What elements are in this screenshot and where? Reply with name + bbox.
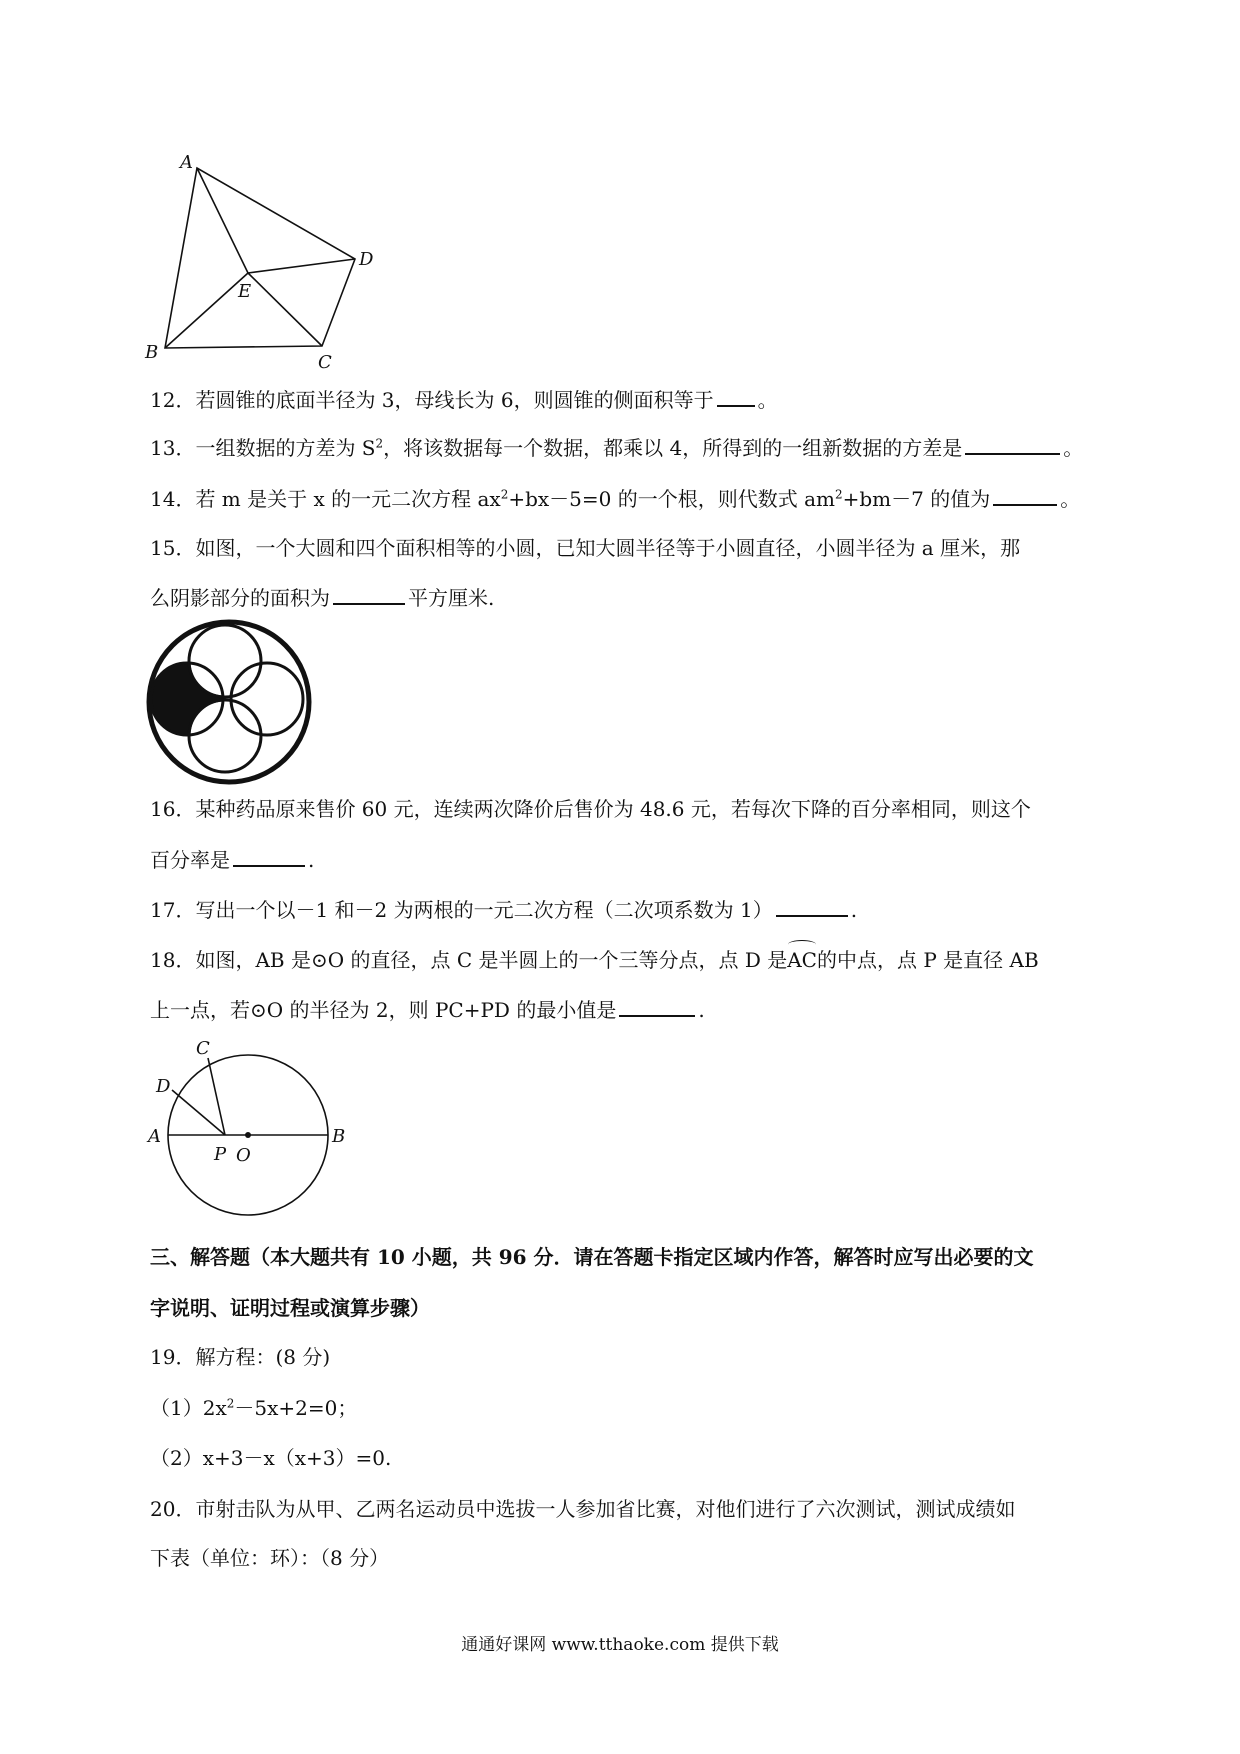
point-label-d: D xyxy=(156,1076,171,1097)
question-14 xyxy=(150,484,1100,514)
answer-blank xyxy=(233,845,305,867)
question-15-line1: 15．如图，一个大圆和四个面积相等的小圆，已知大圆半径等于小圆直径，小圆半径为 a 厘米，那 xyxy=(150,536,1021,560)
section-3-heading-line1: 三、解答题（本大题共有 10 小题，共 96 分．请在答题卡指定区域内作答，解答时应写出必要的文 xyxy=(150,1245,1034,1269)
question-14-text-end: +bm－7 的值为 xyxy=(842,487,991,511)
answer-blank xyxy=(993,484,1057,506)
question-16-line2 xyxy=(150,845,1100,875)
question-12-end: 。 xyxy=(757,388,778,412)
question-14-text-cont: +bx－5=0 的一个根，则代数式 am xyxy=(508,487,835,511)
question-18-line2 xyxy=(150,995,1100,1025)
question-18-text: 上一点，若⊙O 的半径为 2，则 PC+PD 的最小值是 xyxy=(150,998,617,1022)
question-15-text: 么阴影部分的面积为 xyxy=(150,586,330,610)
question-19-title: 19．解方程：(8 分) xyxy=(150,1345,331,1369)
point-label-b: B xyxy=(332,1126,346,1147)
arc-ac: AC xyxy=(787,945,817,975)
question-17-end: . xyxy=(850,898,858,922)
question-20-line2: 下表（单位：环）：（8 分） xyxy=(150,1546,390,1570)
vertex-label-a: A xyxy=(180,152,193,173)
vertex-label-e: E xyxy=(238,281,252,302)
question-15-line2 xyxy=(150,583,1100,613)
page-footer: 通通好课网 www.tthaoke.com 提供下载 xyxy=(461,1635,779,1655)
question-13-text-cont: ，将该数据每一个数据，都乘以 4，所得到的一组新数据的方差是 xyxy=(383,436,963,460)
answer-blank xyxy=(965,433,1060,455)
vertex-label-b: B xyxy=(145,342,159,363)
question-20-line1: 20．市射击队为从甲、乙两名运动员中选拔一人参加省比赛，对他们进行了六次测试，测试成绩如 xyxy=(150,1497,1016,1521)
question-12-text: 12．若圆锥的底面半径为 3，母线长为 6，则圆锥的侧面积等于 xyxy=(150,388,714,412)
point-label-o: O xyxy=(236,1145,251,1166)
answer-blank xyxy=(776,895,848,917)
question-18-text: 18．如图，AB 是⊙O 的直径，点 C 是半圆上的一个三等分点，点 D 是 xyxy=(150,948,788,972)
question-15-text-end: 平方厘米. xyxy=(408,586,495,610)
question-19-part1-text: （1）2x xyxy=(150,1396,227,1420)
question-16-text-end: . xyxy=(308,848,315,872)
point-label-a: A xyxy=(148,1126,161,1147)
question-14-text: 14．若 m 是关于 x 的一元二次方程 ax xyxy=(150,487,501,511)
question-17-text: 17．写出一个以－1 和－2 为两根的一元二次方程（二次项系数为 1） xyxy=(150,898,773,922)
superscript: 2 xyxy=(500,487,509,502)
answer-blank xyxy=(333,583,405,605)
section-3-heading-line2: 字说明、证明过程或演算步骤） xyxy=(150,1296,430,1320)
question-19-part1-text-end: －5x+2=0； xyxy=(234,1396,358,1420)
superscript: 2 xyxy=(834,487,843,502)
point-label-c: C xyxy=(196,1038,210,1059)
question-14-end: 。 xyxy=(1060,487,1081,511)
question-13 xyxy=(150,433,1100,463)
question-18-line1 xyxy=(150,945,1100,975)
vertex-label-d: D xyxy=(359,249,374,270)
question-18-text-end: . xyxy=(698,998,705,1022)
point-label-p: P xyxy=(214,1144,227,1165)
answer-blank xyxy=(619,995,695,1017)
question-16-text: 百分率是 xyxy=(150,848,230,872)
question-19-part1 xyxy=(150,1393,1100,1423)
vertex-label-c: C xyxy=(318,352,332,373)
question-12 xyxy=(150,385,1100,415)
question-13-end: 。 xyxy=(1063,436,1084,460)
superscript: 2 xyxy=(226,1396,235,1411)
question-19-part2: （2）x+3－x（x+3）=0. xyxy=(150,1446,392,1470)
question-16-line1: 16．某种药品原来售价 60 元，连续两次降价后售价为 48.6 元，若每次下降的百分率相同，则这个 xyxy=(150,797,1031,821)
superscript: 2 xyxy=(375,436,384,451)
question-13-text: 13．一组数据的方差为 S xyxy=(150,436,376,460)
figure-circles xyxy=(145,618,315,788)
question-18-text-cont: 的中点，点 P 是直径 AB xyxy=(816,948,1039,972)
answer-blank xyxy=(717,385,755,407)
question-17 xyxy=(150,895,1100,925)
